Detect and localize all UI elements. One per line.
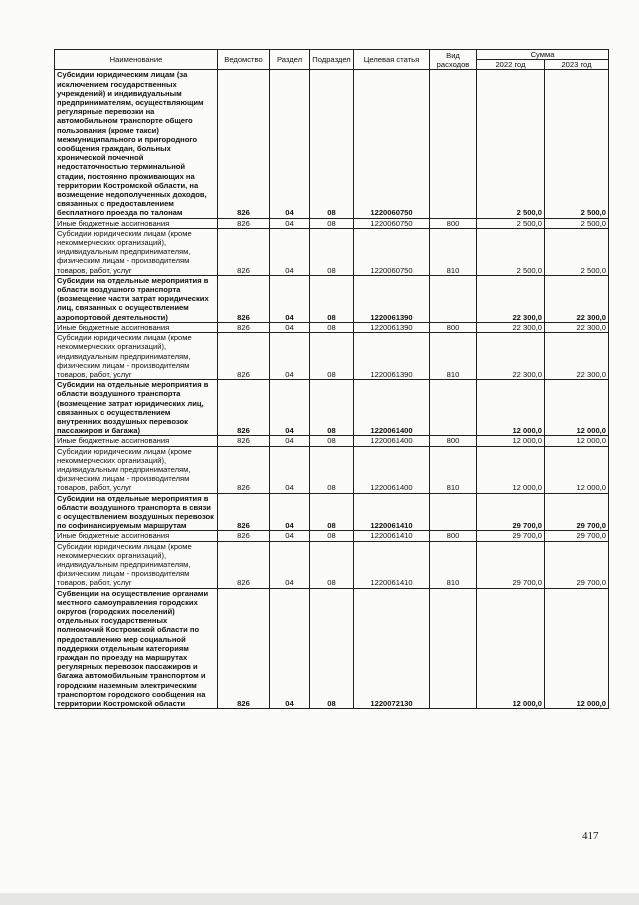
header-podrazdel: Подраздел [310, 50, 354, 70]
table-cell-podrazdel: 08 [310, 275, 354, 322]
table-cell-sum-2023: 29 700,0 [545, 541, 609, 588]
table-cell-vid-rashodov [430, 380, 477, 436]
table-cell-razdel: 04 [270, 541, 310, 588]
table-cell-celevaya-statya: 1220060750 [354, 70, 430, 218]
table-cell-vedomstvo: 826 [218, 541, 270, 588]
table-cell-vid-rashodov: 810 [430, 446, 477, 493]
table-cell-sum-2022: 22 300,0 [477, 322, 545, 332]
table-cell-name: Субсидии юридическим лицам (кроме некоммерческих организаций), индивидуальным предпринимателям, физическим лицам - производителям товаров, работ, услуг [55, 446, 218, 493]
table-cell-celevaya-statya: 1220072130 [354, 588, 430, 709]
table-cell-sum-2022: 29 700,0 [477, 541, 545, 588]
table-row [55, 493, 609, 531]
table-cell-vid-rashodov [430, 70, 477, 218]
table-cell-razdel: 04 [270, 446, 310, 493]
header-year-2023: 2023 год [545, 60, 609, 70]
table-cell-name: Иные бюджетные ассигнования [55, 436, 218, 446]
table-cell-celevaya-statya: 1220061410 [354, 541, 430, 588]
table-cell-name: Субсидии юридическим лицам (кроме некоммерческих организаций), индивидуальным предпринимателям, физическим лицам - производителям товаров, работ, услуг [55, 333, 218, 380]
table-row [55, 218, 609, 228]
table-cell-vid-rashodov [430, 275, 477, 322]
table-cell-sum-2022: 29 700,0 [477, 531, 545, 541]
table-row [55, 531, 609, 541]
table-row [55, 436, 609, 446]
table-cell-vedomstvo: 826 [218, 218, 270, 228]
table-row [55, 275, 609, 322]
table-cell-sum-2023: 2 500,0 [545, 228, 609, 275]
table-cell-sum-2023: 29 700,0 [545, 531, 609, 541]
table-cell-celevaya-statya: 1220061390 [354, 333, 430, 380]
scan-bottom-band [0, 893, 639, 905]
table-cell-razdel: 04 [270, 322, 310, 332]
table-cell-sum-2022: 2 500,0 [477, 228, 545, 275]
table-cell-vedomstvo: 826 [218, 446, 270, 493]
table-cell-vid-rashodov [430, 588, 477, 709]
table-cell-podrazdel: 08 [310, 70, 354, 218]
budget-table [54, 49, 609, 709]
table-cell-podrazdel: 08 [310, 333, 354, 380]
table-cell-podrazdel: 08 [310, 493, 354, 531]
table-cell-vedomstvo: 826 [218, 70, 270, 218]
table-cell-vedomstvo: 826 [218, 322, 270, 332]
header-year-2022: 2022 год [477, 60, 545, 70]
table-cell-razdel: 04 [270, 70, 310, 218]
table-cell-podrazdel: 08 [310, 322, 354, 332]
table-cell-vid-rashodov: 810 [430, 333, 477, 380]
table-row [55, 70, 609, 218]
table-row [55, 228, 609, 275]
table-cell-sum-2023: 22 300,0 [545, 322, 609, 332]
table-cell-celevaya-statya: 1220060750 [354, 228, 430, 275]
table-cell-podrazdel: 08 [310, 541, 354, 588]
table-cell-vid-rashodov: 810 [430, 228, 477, 275]
table-cell-razdel: 04 [270, 493, 310, 531]
table-cell-name: Субсидии на отдельные мероприятия в области воздушного транспорта в связи с осуществлением воздушных перевозок по софинансируемым маршрутам [55, 493, 218, 531]
table-cell-name: Субсидии юридическим лицам (кроме некоммерческих организаций), индивидуальным предпринимателям, физическим лицам - производителям товаров, работ, услуг [55, 228, 218, 275]
table-cell-sum-2023: 2 500,0 [545, 70, 609, 218]
table-cell-sum-2023: 2 500,0 [545, 218, 609, 228]
table-cell-sum-2022: 22 300,0 [477, 275, 545, 322]
header-summa: Сумма [477, 50, 609, 60]
table-body [55, 70, 609, 709]
table-cell-sum-2022: 12 000,0 [477, 446, 545, 493]
table-cell-vedomstvo: 826 [218, 380, 270, 436]
table-cell-celevaya-statya: 1220061390 [354, 322, 430, 332]
table-cell-razdel: 04 [270, 333, 310, 380]
table-cell-sum-2023: 29 700,0 [545, 493, 609, 531]
table-cell-sum-2022: 12 000,0 [477, 380, 545, 436]
table-cell-podrazdel: 08 [310, 531, 354, 541]
header-celevaya-statya: Целевая статья [354, 50, 430, 70]
table-cell-podrazdel: 08 [310, 218, 354, 228]
table-cell-name: Иные бюджетные ассигнования [55, 531, 218, 541]
table-cell-name: Субвенции на осуществление органами местного самоуправления городских округов (городских поселений) отдельных государственных полномочий Костромской области по предоставлению мер социальной поддержки отдельным категориям граждан по проезду на маршрутах регулярных перевозок пассажиров и багажа автомобильным транспортом и городским наземным электрическим транспортом городского сообщения на территории Костромской области [55, 588, 218, 709]
table-cell-sum-2023: 22 300,0 [545, 333, 609, 380]
table-cell-name: Субсидии юридическим лицам (кроме некоммерческих организаций), индивидуальным предпринимателям, физическим лицам - производителям товаров, работ, услуг [55, 541, 218, 588]
table-cell-podrazdel: 08 [310, 588, 354, 709]
table-cell-podrazdel: 08 [310, 446, 354, 493]
table-cell-sum-2022: 22 300,0 [477, 333, 545, 380]
table-cell-sum-2022: 2 500,0 [477, 70, 545, 218]
table-cell-vid-rashodov: 800 [430, 531, 477, 541]
table-cell-razdel: 04 [270, 228, 310, 275]
table-cell-podrazdel: 08 [310, 228, 354, 275]
table-cell-vedomstvo: 826 [218, 436, 270, 446]
table-cell-celevaya-statya: 1220061410 [354, 493, 430, 531]
table-cell-sum-2023: 22 300,0 [545, 275, 609, 322]
table-cell-name: Субсидии на отдельные мероприятия в области воздушного транспорта (возмещение части затрат юридических лиц, связанных с осуществлением аэропортовой деятельности) [55, 275, 218, 322]
table-row [55, 446, 609, 493]
header-razdel: Раздел [270, 50, 310, 70]
page-number: 417 [582, 830, 599, 842]
table-cell-name: Субсидии юридическим лицам (за исключением государственных учреждений) и индивидуальным предпринимателям, осуществляющим регулярные перевозки на автомобильном транспорте общего пользования (кроме такси) межмуниципального и пригородного сообщения граждан, больных хронической почечной недостаточностью терминальной стадии, постоянно проживающих на территории Костромской области, на возмещение недополученных доходов, связанных с предоставлением бесплатного проезда по талонам [55, 70, 218, 218]
table-cell-name: Иные бюджетные ассигнования [55, 218, 218, 228]
table-cell-sum-2023: 12 000,0 [545, 380, 609, 436]
table-cell-celevaya-statya: 1220060750 [354, 218, 430, 228]
table-row [55, 588, 609, 709]
table-cell-razdel: 04 [270, 588, 310, 709]
table-cell-razdel: 04 [270, 436, 310, 446]
table-cell-vedomstvo: 826 [218, 333, 270, 380]
table-cell-sum-2022: 2 500,0 [477, 218, 545, 228]
table-cell-celevaya-statya: 1220061400 [354, 446, 430, 493]
table-cell-vedomstvo: 826 [218, 493, 270, 531]
table-cell-podrazdel: 08 [310, 380, 354, 436]
table-cell-sum-2022: 29 700,0 [477, 493, 545, 531]
table-cell-vid-rashodov: 800 [430, 218, 477, 228]
table-cell-vedomstvo: 826 [218, 588, 270, 709]
table-cell-vid-rashodov: 800 [430, 436, 477, 446]
table-cell-vid-rashodov: 810 [430, 541, 477, 588]
table-cell-celevaya-statya: 1220061410 [354, 531, 430, 541]
table-cell-celevaya-statya: 1220061390 [354, 275, 430, 322]
table-cell-sum-2023: 12 000,0 [545, 588, 609, 709]
table-cell-sum-2022: 12 000,0 [477, 588, 545, 709]
table-cell-celevaya-statya: 1220061400 [354, 380, 430, 436]
table-cell-vid-rashodov [430, 493, 477, 531]
table-cell-vedomstvo: 826 [218, 228, 270, 275]
table-cell-vedomstvo: 826 [218, 531, 270, 541]
table-row [55, 333, 609, 380]
table-row [55, 541, 609, 588]
table-cell-podrazdel: 08 [310, 436, 354, 446]
table-cell-name: Субсидии на отдельные мероприятия в области воздушного транспорта (возмещение затрат юридических лиц, связанных с осуществлением внутренних воздушных перевозок пассажиров и багажа) [55, 380, 218, 436]
header-vid-rashodov: Вид расходов [430, 50, 477, 70]
table-row [55, 380, 609, 436]
table-cell-sum-2022: 12 000,0 [477, 436, 545, 446]
table-cell-celevaya-statya: 1220061400 [354, 436, 430, 446]
header-vedomstvo: Ведомство [218, 50, 270, 70]
table-cell-sum-2023: 12 000,0 [545, 436, 609, 446]
table-row [55, 322, 609, 332]
table-cell-razdel: 04 [270, 275, 310, 322]
table-cell-sum-2023: 12 000,0 [545, 446, 609, 493]
table-cell-razdel: 04 [270, 218, 310, 228]
table-cell-razdel: 04 [270, 531, 310, 541]
table-cell-vedomstvo: 826 [218, 275, 270, 322]
header-name: Наименование [55, 50, 218, 70]
table-cell-vid-rashodov: 800 [430, 322, 477, 332]
table-cell-name: Иные бюджетные ассигнования [55, 322, 218, 332]
table-cell-razdel: 04 [270, 380, 310, 436]
